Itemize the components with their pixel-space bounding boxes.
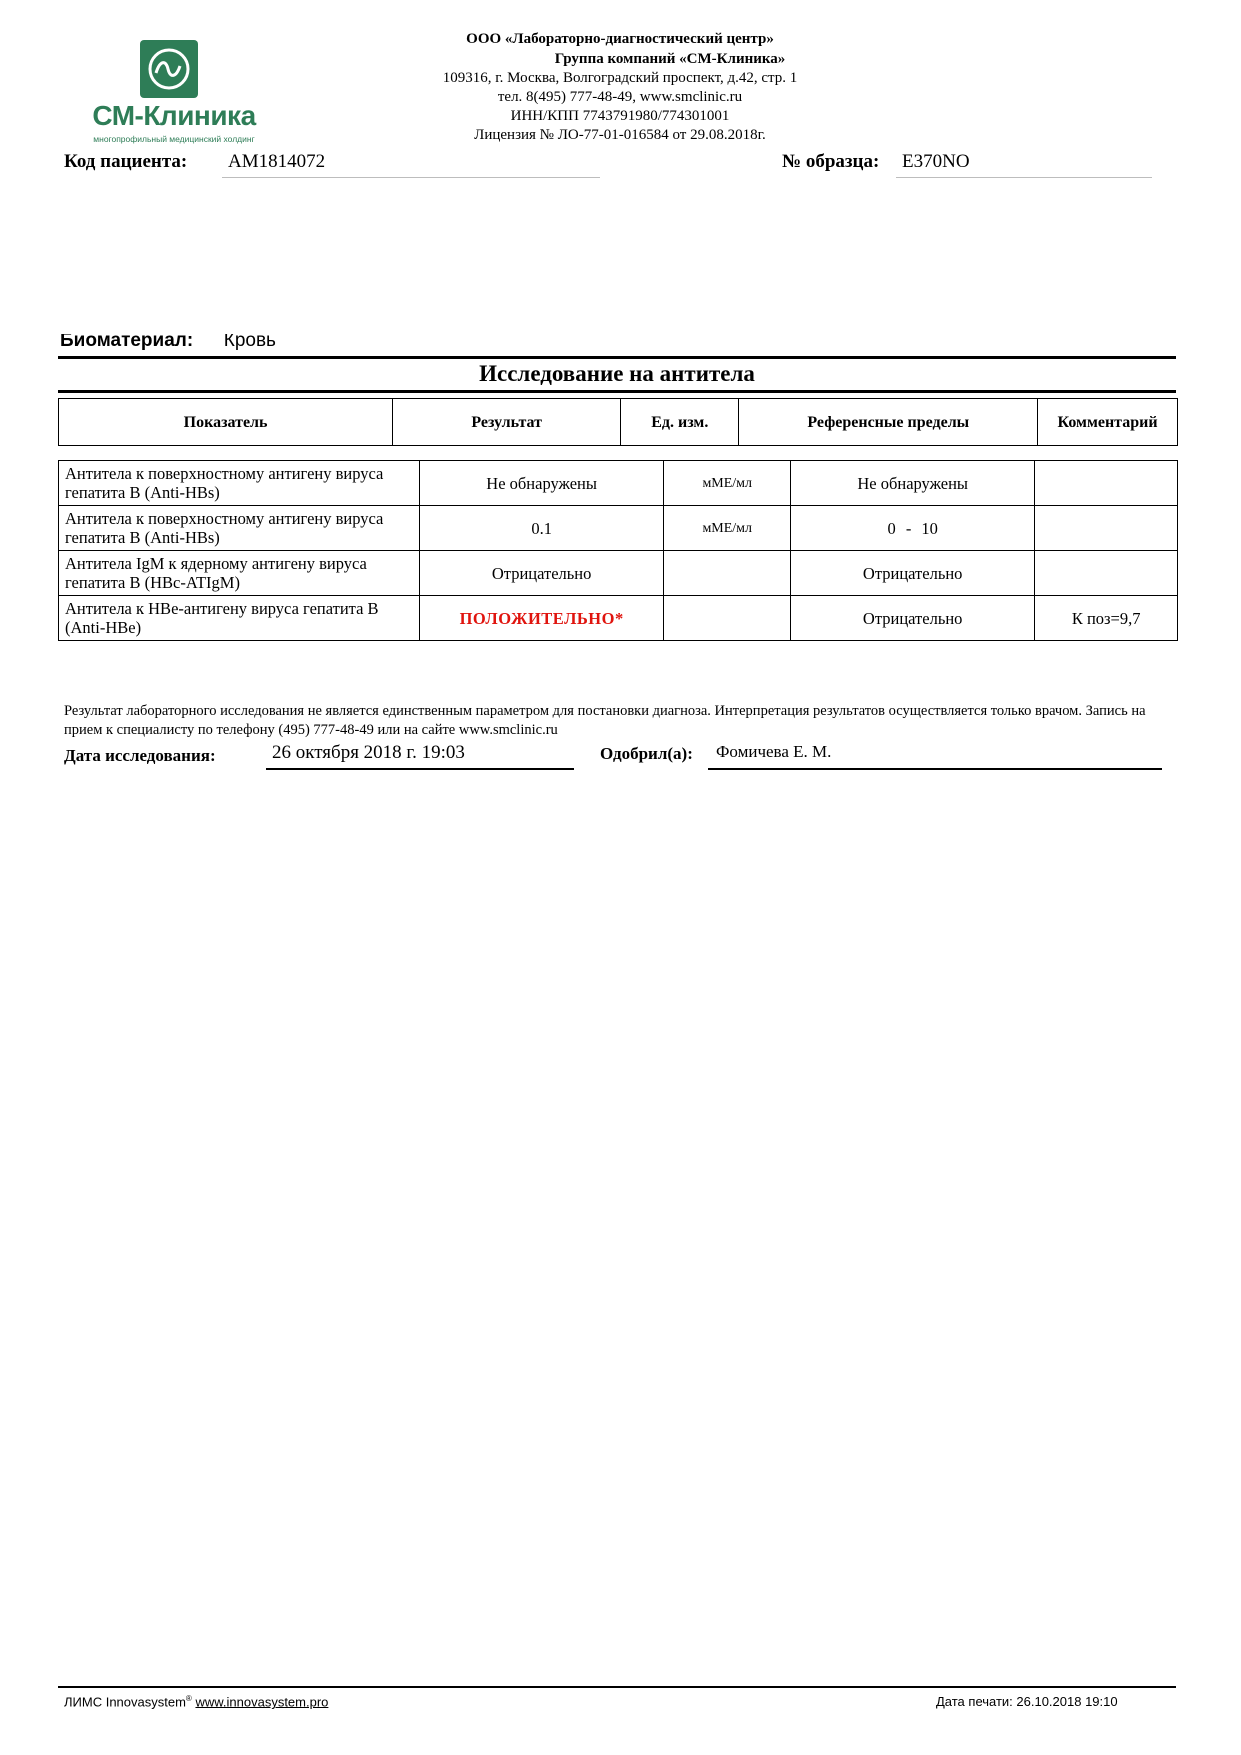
snake-logo-icon [140, 40, 198, 98]
org-license: Лицензия № ЛО-77-01-016584 от 29.08.2018г. [474, 127, 766, 143]
biomaterial-label: Биоматериал: [60, 334, 194, 351]
disclaimer-note: Результат лабораторного исследования не является единственным параметром для постановки диагноза. Интерпретация результатов осуществляется только врачом. Запись на прием к специалисту по телефону (495) 777-48-49 или на сайте www.smclinic.ru [64, 703, 1146, 738]
comment-cell [1035, 461, 1178, 506]
table-row [59, 506, 1178, 551]
logo-tagline: многопрофильный медицинский холдинг [93, 134, 255, 144]
table-row [59, 551, 1178, 596]
registered-mark: ® [185, 1694, 192, 1703]
approved-label: Одобрил(а): [600, 744, 693, 763]
group-name: Группа компаний «СМ-Клиника» [554, 51, 786, 67]
study-date-underline [266, 768, 574, 770]
col-comment: Комментарий [1038, 399, 1178, 446]
footer-lims [64, 1694, 328, 1709]
unit-cell: мМЕ/мл [664, 461, 791, 506]
lims-name: ЛИМС Innovasystem [64, 1694, 186, 1710]
org-inn: ИНН/КПП 7743791980/774301001 [510, 108, 730, 124]
section-bottom-rule [58, 390, 1176, 393]
comment-cell [1035, 551, 1178, 596]
result-cell: Не обнаружены [419, 461, 664, 506]
table-row [59, 596, 1178, 641]
approved-value: Фомичева Е. М. [716, 742, 832, 761]
section-top-rule [58, 356, 1176, 359]
org-name: ООО «Лабораторно-диагностический центр» [466, 31, 774, 47]
patient-code-underline [222, 177, 600, 178]
unit-cell [664, 551, 791, 596]
col-reference: Референсные пределы [739, 399, 1038, 446]
footer-rule [58, 1686, 1176, 1688]
col-indicator: Показатель [59, 399, 393, 446]
org-address: 109316, г. Москва, Волгоградский проспект, д.42, стр. 1 [442, 70, 798, 86]
indicator-cell: Антитела IgM к ядерному антигену вируса гепатита В (HBc-ATIgM) [59, 551, 420, 596]
result-cell: 0.1 [419, 506, 664, 551]
section-title: Исследование на антитела [479, 361, 755, 386]
reference-cell: Отрицательно [791, 596, 1035, 641]
org-phone: тел. 8(495) 777-48-49, www.smclinic.ru [497, 89, 743, 105]
comment-cell: К поз=9,7 [1035, 596, 1178, 641]
table-row [59, 461, 1178, 506]
logo-name: СМ-Клиника [92, 100, 256, 131]
sample-underline [896, 177, 1152, 178]
comment-cell [1035, 506, 1178, 551]
indicator-cell: Антитела к HBe-антигену вируса гепатита В (Anti-HBe) [59, 596, 420, 641]
reference-cell: Отрицательно [791, 551, 1035, 596]
patient-code-label: Код пациента: [64, 151, 188, 172]
result-cell: Отрицательно [419, 551, 664, 596]
innovasystem-link[interactable]: www.innovasystem.pro [195, 1694, 329, 1710]
indicator-cell: Антитела к поверхностному антигену вируса гепатита В (Anti-HBs) [59, 461, 420, 506]
study-date-label: Дата исследования: [64, 746, 216, 765]
approved-underline [708, 768, 1162, 770]
sample-value: E370NO [902, 151, 970, 172]
unit-cell [664, 596, 791, 641]
results-table-header [58, 398, 1178, 446]
biomaterial-row [60, 334, 460, 352]
logo-mark [140, 40, 198, 98]
col-unit: Ед. изм. [621, 399, 739, 446]
print-date: Дата печати: 26.10.2018 19:10 [936, 1694, 1118, 1709]
results-table [58, 460, 1178, 641]
biomaterial-value: Кровь [223, 334, 276, 351]
col-result: Результат [393, 399, 621, 446]
patient-code-value: AM1814072 [228, 151, 326, 172]
study-date-value: 26 октября 2018 г. 19:03 [272, 742, 465, 763]
reference-cell: 0 - 10 [791, 506, 1035, 551]
reference-cell: Не обнаружены [791, 461, 1035, 506]
sample-label: № образца: [782, 151, 880, 172]
indicator-cell: Антитела к поверхностному антигену вируса гепатита В (Anti-HBs) [59, 506, 420, 551]
result-cell-positive: ПОЛОЖИТЕЛЬНО* [419, 596, 664, 641]
unit-cell: мМЕ/мл [664, 506, 791, 551]
